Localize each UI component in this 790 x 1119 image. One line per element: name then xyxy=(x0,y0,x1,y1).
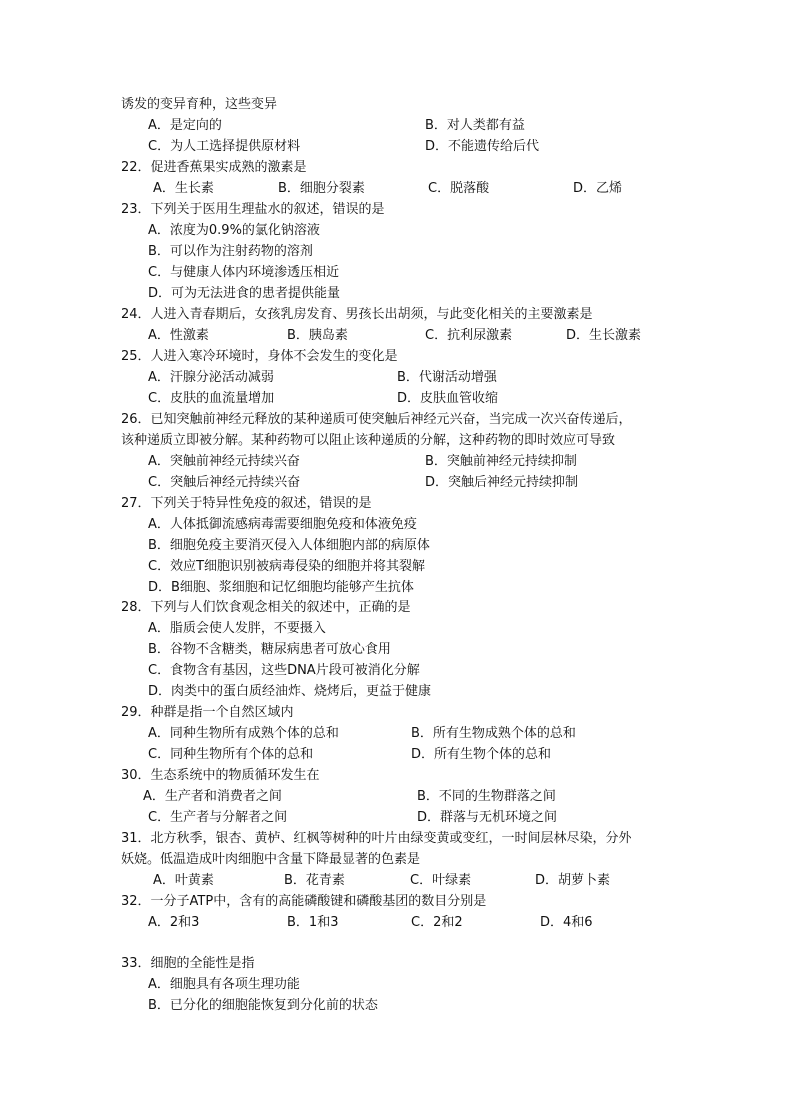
option-a: A．突触前神经元持续兴奋 xyxy=(148,454,300,469)
option-a: A．性激素 xyxy=(148,328,209,343)
option-c: C．皮肤的血流量增加 xyxy=(148,391,275,406)
option-a: A．汗腺分泌活动减弱 xyxy=(148,370,274,385)
option-d: D．乙烯 xyxy=(573,181,623,196)
option-b: B．谷物不含糖类，糖尿病患者可放心食用 xyxy=(148,642,391,657)
option-c: C．2和2 xyxy=(411,915,463,930)
question-stem: 22．促进香蕉果实成熟的激素是 xyxy=(121,160,307,175)
option-c: C．为人工选择提供原材料 xyxy=(148,139,301,154)
option-b: B．所有生物成熟个体的总和 xyxy=(411,726,576,741)
option-b: B．不同的生物群落之间 xyxy=(417,789,556,804)
option-c: C．生产者与分解者之间 xyxy=(148,810,288,825)
option-b: B．对人类都有益 xyxy=(425,118,525,133)
option-a: A．叶黄素 xyxy=(153,873,214,888)
option-c: C．脱落酸 xyxy=(428,181,490,196)
question-stem: 29．种群是指一个自然区域内 xyxy=(121,705,294,720)
option-c: C．效应T细胞识别被病毒侵染的细胞并将其裂解 xyxy=(148,559,426,574)
option-b: B．细胞分裂素 xyxy=(278,181,365,196)
question-stem: 33．细胞的全能性是指 xyxy=(121,956,255,971)
option-d: D．皮肤血管收缩 xyxy=(397,391,499,406)
option-a: A．浓度为0.9%的氯化钠溶液 xyxy=(148,223,320,238)
option-c: C．抗利尿激素 xyxy=(425,328,513,343)
option-d: D．肉类中的蛋白质经油炸、烧烤后，更益于健康 xyxy=(148,684,432,699)
question-stem-continued: 妖娆。低温造成叶肉细胞中含量下降最显著的色素是 xyxy=(121,852,421,867)
question-stem: 27．下列关于特异性免疫的叙述，错误的是 xyxy=(121,496,372,511)
option-c: C．同种生物所有个体的总和 xyxy=(148,747,314,762)
question-stem: 30．生态系统中的物质循环发生在 xyxy=(121,768,320,783)
option-d: D．胡萝卜素 xyxy=(535,873,611,888)
option-d: D．可为无法进食的患者提供能量 xyxy=(148,286,341,301)
question-stem: 26．已知突触前神经元释放的某种递质可使突触后神经元兴奋，当完成一次兴奋传递后， xyxy=(121,412,632,427)
option-d: D．所有生物个体的总和 xyxy=(411,747,552,762)
question-stem: 23．下列关于医用生理盐水的叙述，错误的是 xyxy=(121,202,385,217)
option-a: A．生产者和消费者之间 xyxy=(143,789,282,804)
option-a: A．同种生物所有成熟个体的总和 xyxy=(148,726,339,741)
option-c: C．叶绿素 xyxy=(410,873,472,888)
option-d: D．B细胞、浆细胞和记忆细胞均能够产生抗体 xyxy=(148,580,414,595)
option-a: A．人体抵御流感病毒需要细胞免疫和体液免疫 xyxy=(148,517,417,532)
option-b: B．胰岛素 xyxy=(287,328,348,343)
option-b: B．突触前神经元持续抑制 xyxy=(425,454,577,469)
option-b: B．花青素 xyxy=(284,873,345,888)
option-c: C．食物含有基因，这些DNA片段可被消化分解 xyxy=(148,663,420,678)
option-d: D．生长激素 xyxy=(566,328,642,343)
option-b: B．1和3 xyxy=(287,915,339,930)
question-stem: 24．人进入青春期后，女孩乳房发育、男孩长出胡须，与此变化相关的主要激素是 xyxy=(121,307,593,322)
option-b: B．代谢活动增强 xyxy=(397,370,497,385)
option-a: A．是定向的 xyxy=(148,118,222,133)
option-d: D．突触后神经元持续抑制 xyxy=(425,475,579,490)
option-b: B．已分化的细胞能恢复到分化前的状态 xyxy=(148,998,378,1013)
option-b: B．可以作为注射药物的溶剂 xyxy=(148,244,313,259)
option-a: A．脂质会使人发胖，不要摄入 xyxy=(148,621,326,636)
option-a: A．细胞具有各项生理功能 xyxy=(148,977,300,992)
option-b: B．细胞免疫主要消灭侵入人体细胞内部的病原体 xyxy=(148,538,430,553)
option-c: C．与健康人体内环境渗透压相近 xyxy=(148,265,340,280)
question-stem: 25．人进入寒冷环境时，身体不会发生的变化是 xyxy=(121,349,398,364)
question-stem: 诱发的变异育种，这些变异 xyxy=(121,97,278,112)
option-a: A．生长素 xyxy=(153,181,214,196)
option-c: C．突触后神经元持续兴奋 xyxy=(148,475,301,490)
option-d: D．不能遗传给后代 xyxy=(425,139,540,154)
question-stem-continued: 该种递质立即被分解。某种药物可以阻止该种递质的分解，这种药物的即时效应可导致 xyxy=(121,433,616,448)
option-a: A．2和3 xyxy=(148,915,200,930)
question-stem: 31．北方秋季，银杏、黄栌、红枫等树种的叶片由绿变黄或变红，一时间层林尽染，分外 xyxy=(121,831,632,846)
option-d: D．4和6 xyxy=(540,915,593,930)
question-stem: 32．一分子ATP中，含有的高能磷酸键和磷酸基团的数目分别是 xyxy=(121,894,487,909)
option-d: D．群落与无机环境之间 xyxy=(417,810,558,825)
question-stem: 28．下列与人们饮食观念相关的叙述中，正确的是 xyxy=(121,600,411,615)
